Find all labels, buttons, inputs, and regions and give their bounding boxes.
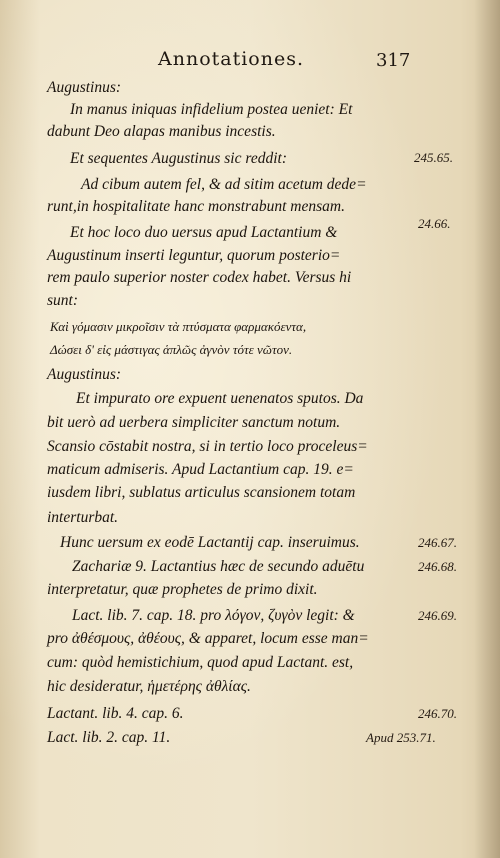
margin-reference: 246.68. [418, 559, 457, 574]
text-line: Hunc uersum ex eodē Lactantij cap. inseruimus. [60, 534, 360, 551]
text-line: maticum admiseris. Apud Lactantium cap. 19. e= [47, 461, 354, 478]
text-line: runt,in hospitalitate hanc monstrabunt mensam. [47, 198, 345, 215]
text-line: Et impurato ore expuent uenenatos sputos. Da [76, 390, 364, 407]
text-line: dabunt Deo alapas manibus incestis. [47, 123, 276, 140]
margin-reference: 246.67. [418, 535, 457, 550]
text-line: Lact. lib. 7. cap. 18. pro λόγον, ζυγὸν legit: & [72, 607, 355, 624]
greek-line: Δώσει δ' εἰς μάστιγας ἁπλῶς ἀγνὸν τότε νῶτον. [50, 342, 293, 357]
page-edge-shadow [474, 0, 500, 858]
text-line: Augustinus: [47, 79, 122, 96]
text-line: interpretatur, quæ prophetes de primo dixit. [47, 581, 318, 598]
margin-reference: 245.65. [414, 150, 453, 165]
margin-reference: 246.69. [418, 608, 457, 623]
text-line: Augustinum inserti leguntur, quorum posterio= [47, 247, 341, 264]
text-line: Augustinus: [47, 366, 122, 383]
text-line: Scansio cōstabit nostra, si in tertio loco proceleus= [47, 438, 368, 455]
greek-line: Καὶ γόμασιν μικροῖσιν τὰ πτύσματα φαρμακόεντα, [50, 319, 307, 334]
text-line: pro ἀθέσμους, ἀθέους, & apparet, locum esse man= [47, 630, 369, 647]
text-line: Lact. lib. 2. cap. 11. [47, 729, 171, 746]
text-line: rem paulo superior noster codex habet. Versus hi [47, 269, 352, 286]
page-number: 317 [376, 50, 411, 71]
text-line: cum: quòd hemistichium, quod apud Lactant. est, [47, 654, 354, 671]
margin-reference: 24.66. [418, 216, 451, 231]
text-line: In manus iniquas infidelium postea ueniet: Et [70, 101, 353, 118]
text-line: Et sequentes Augustinus sic reddit: [70, 150, 287, 167]
text-line: bit uerò ad uerbera simpliciter sanctum notum. [47, 414, 341, 431]
text-line: Et hoc loco duo uersus apud Lactantium & [70, 224, 338, 241]
text-line: hic desideratur, ἡμετέρης ἀθλίας. [47, 678, 251, 695]
text-line: interturbat. [47, 509, 119, 526]
margin-reference: 246.70. [418, 706, 457, 721]
page-header [0, 48, 500, 74]
margin-reference: Apud 253.71. [366, 730, 436, 745]
running-title: Annotationes. [158, 48, 305, 70]
text-line: sunt: [47, 292, 78, 309]
text-line: Lactant. lib. 4. cap. 6. [47, 705, 184, 722]
text-line: iusdem libri, sublatus articulus scansionem totam [47, 484, 356, 501]
text-line: Zachariæ 9. Lactantius hæc de secundo aduētu [72, 558, 365, 575]
text-line: Ad cibum autem fel, & ad sitim acetum dede= [81, 176, 367, 193]
